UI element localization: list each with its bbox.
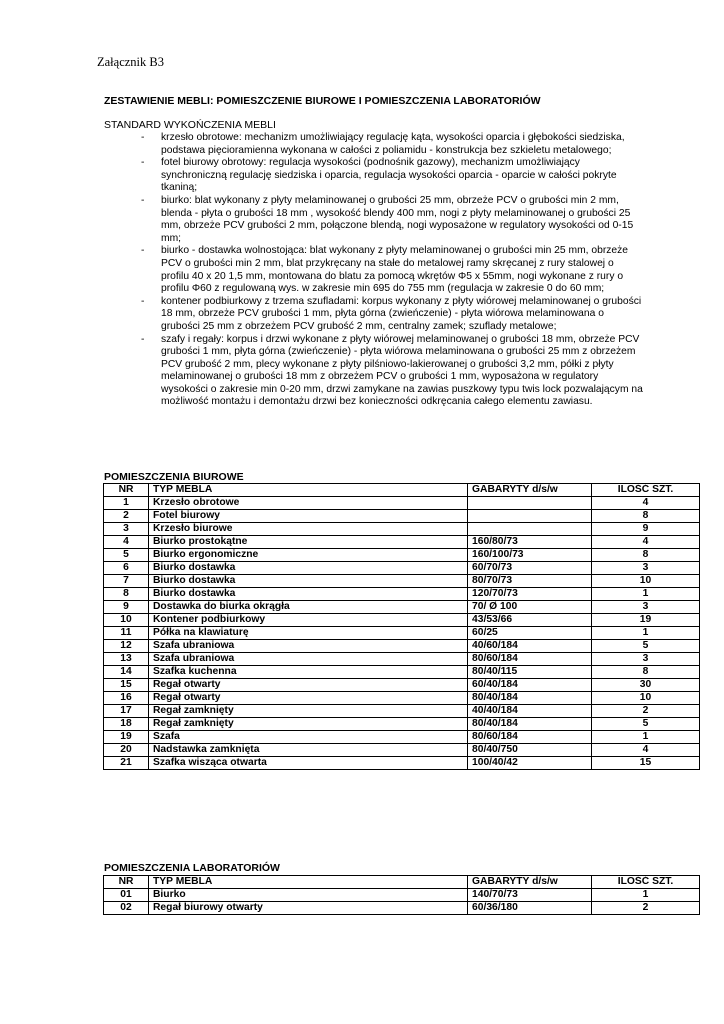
cell-type: Szafka kuchenna bbox=[149, 666, 468, 679]
table-row bbox=[104, 536, 700, 549]
offices-section-title: POMIESZCZENIA BIUROWE bbox=[104, 471, 244, 483]
cell-type: Regał zamknięty bbox=[149, 705, 468, 718]
table-row bbox=[104, 523, 700, 536]
cell-type: Nadstawka zamknięta bbox=[149, 744, 468, 757]
header-quantity: ILOŚĆ SZT. bbox=[592, 876, 700, 889]
cell-dimensions bbox=[468, 510, 592, 523]
offices-table-header-row bbox=[104, 484, 700, 497]
table-row bbox=[104, 601, 700, 614]
cell-nr: 1 bbox=[104, 497, 149, 510]
cell-nr: 9 bbox=[104, 601, 149, 614]
cell-nr: 4 bbox=[104, 536, 149, 549]
standard-heading: STANDARD WYKOŃCZENIA MEBLI bbox=[104, 119, 276, 131]
cell-dimensions: 80/40/115 bbox=[468, 666, 592, 679]
cell-type: Biurko bbox=[149, 889, 468, 902]
header-type: TYP MEBLA bbox=[149, 876, 468, 889]
standard-list bbox=[104, 132, 644, 409]
bullet-dash: - bbox=[141, 132, 145, 143]
bullet-dash: - bbox=[141, 245, 145, 257]
cell-nr: 10 bbox=[104, 614, 149, 627]
cell-nr: 01 bbox=[104, 889, 149, 902]
cell-type: Krzesło biurowe bbox=[149, 523, 468, 536]
cell-quantity: 1 bbox=[592, 627, 700, 640]
standard-item bbox=[104, 157, 644, 195]
table-row bbox=[104, 640, 700, 653]
cell-quantity: 3 bbox=[592, 653, 700, 666]
cell-dimensions: 60/36/180 bbox=[468, 902, 592, 915]
cell-nr: 6 bbox=[104, 562, 149, 575]
cell-quantity: 15 bbox=[592, 757, 700, 770]
cell-nr: 18 bbox=[104, 718, 149, 731]
labs-table-header-row bbox=[104, 876, 700, 889]
cell-type: Biurko dostawka bbox=[149, 575, 468, 588]
table-row bbox=[104, 627, 700, 640]
table-row bbox=[104, 549, 700, 562]
cell-dimensions: 100/40/42 bbox=[468, 757, 592, 770]
cell-dimensions: 160/80/73 bbox=[468, 536, 592, 549]
bullet-dash: - bbox=[141, 295, 145, 307]
table-row bbox=[104, 679, 700, 692]
cell-dimensions bbox=[468, 497, 592, 510]
cell-quantity: 4 bbox=[592, 536, 700, 549]
cell-dimensions: 43/53/66 bbox=[468, 614, 592, 627]
cell-nr: 2 bbox=[104, 510, 149, 523]
cell-quantity: 8 bbox=[592, 666, 700, 679]
cell-type: Regał biurowy otwarty bbox=[149, 902, 468, 915]
standard-item-text: szafy i regały: korpus i drzwi wykonane z płyty wiórowej melaminowanej o grubości 18 mm, obrzeże PCV grubości 1 mm, płyta górna (zwieńczenie) - płyta wiórowa melaminowana o grubości 25 mm z obrzeżem PCV grubość 2 mm, plecy wykonane z płyty pilśniowo-lakierowanej o grubości 3,2 mm, półki z płyty melaminowanej o grubości 18 mm z obrzeżem PCV o grubości 1 mm, wyposażona w regulatory wysokości o zakresie min 0-20 mm, drzwi zamykane na zawias puszkowy typu twis lock pozwalającym na możliwość montażu i demontażu drzwi bez konieczności odkręcania całego elementu zawiasu. bbox=[161, 333, 643, 408]
standard-item bbox=[104, 296, 644, 334]
standard-item bbox=[104, 132, 644, 157]
table-row bbox=[104, 757, 700, 770]
cell-type: Dostawka do biurka okrągła bbox=[149, 601, 468, 614]
standard-item bbox=[104, 245, 644, 295]
cell-type: Fotel biurowy bbox=[149, 510, 468, 523]
table-row bbox=[104, 692, 700, 705]
cell-type: Regał otwarty bbox=[149, 692, 468, 705]
labs-section-title: POMIESZCZENIA LABORATORIÓW bbox=[104, 862, 280, 874]
standard-item bbox=[104, 334, 644, 410]
header-dimensions: GABARYTY d/s/w bbox=[468, 876, 592, 889]
cell-nr: 5 bbox=[104, 549, 149, 562]
annex-label: Załącznik B3 bbox=[97, 55, 164, 69]
standard-item-text: fotel biurowy obrotowy: regulacja wysokości (podnośnik gazowy), mechanizm umożliwiający synchroniczną regulację siedziska i oparcia, regulacja wysokości oparcia - oparcie w całości pokryte tkaniną; bbox=[161, 157, 617, 194]
table-row bbox=[104, 575, 700, 588]
cell-nr: 14 bbox=[104, 666, 149, 679]
cell-quantity: 3 bbox=[592, 562, 700, 575]
table-row bbox=[104, 588, 700, 601]
header-nr: NR bbox=[104, 876, 149, 889]
cell-quantity: 10 bbox=[592, 692, 700, 705]
header-nr: NR bbox=[104, 484, 149, 497]
table-row bbox=[104, 902, 700, 915]
standard-item-text: kontener podbiurkowy z trzema szufladami: korpus wykonany z płyty wiórowej melaminowanej o grubości 18 mm, obrzeże PCV grubości 1 mm, płyta górna (zwieńczenie) - płyta wiórowa melaminowana o grubości 25 mm z obrzeżem PCV grubość 2 mm, centralny zamek; szuflady metalowe; bbox=[161, 295, 642, 332]
table-row bbox=[104, 666, 700, 679]
cell-quantity: 4 bbox=[592, 744, 700, 757]
cell-type: Szafka wisząca otwarta bbox=[149, 757, 468, 770]
cell-dimensions: 140/70/73 bbox=[468, 889, 592, 902]
cell-dimensions: 80/60/184 bbox=[468, 731, 592, 744]
table-row bbox=[104, 731, 700, 744]
standard-item-text: biurko - dostawka wolnostojąca: blat wykonany z płyty melaminowanej o grubości min 25 mm, obrzeże PCV o grubości min 2 mm, blat przykręcany na stałe do metalowej ramy skręcanej z rury stalowej o profilu 40 x 20 1,5 mm, montowana do blatu za pomocą wkrętów Φ5 x 55mm, nogi wykonane z rury o profilu Φ60 z regulowaną wys. w zakresie min 695 do 755 mm (regulacja w zakresie 0 do 60 mm; bbox=[161, 245, 629, 295]
cell-quantity: 2 bbox=[592, 705, 700, 718]
cell-nr: 21 bbox=[104, 757, 149, 770]
cell-quantity: 5 bbox=[592, 640, 700, 653]
cell-quantity: 1 bbox=[592, 731, 700, 744]
table-row bbox=[104, 497, 700, 510]
cell-quantity: 1 bbox=[592, 588, 700, 601]
cell-nr: 7 bbox=[104, 575, 149, 588]
cell-nr: 02 bbox=[104, 902, 149, 915]
cell-quantity: 8 bbox=[592, 510, 700, 523]
table-row bbox=[104, 562, 700, 575]
cell-dimensions: 80/60/184 bbox=[468, 653, 592, 666]
cell-dimensions: 60/70/73 bbox=[468, 562, 592, 575]
cell-type: Regał zamknięty bbox=[149, 718, 468, 731]
cell-nr: 17 bbox=[104, 705, 149, 718]
cell-dimensions bbox=[468, 523, 592, 536]
cell-type: Regał otwarty bbox=[149, 679, 468, 692]
table-row bbox=[104, 614, 700, 627]
cell-dimensions: 160/100/73 bbox=[468, 549, 592, 562]
cell-nr: 20 bbox=[104, 744, 149, 757]
cell-nr: 8 bbox=[104, 588, 149, 601]
document-title: ZESTAWIENIE MEBLI: POMIESZCZENIE BIUROWE I POMIESZCZENIA LABORATORIÓW bbox=[104, 95, 541, 107]
cell-quantity: 5 bbox=[592, 718, 700, 731]
bullet-dash: - bbox=[141, 333, 145, 345]
standard-item bbox=[104, 195, 644, 245]
cell-quantity: 2 bbox=[592, 902, 700, 915]
labs-table bbox=[103, 875, 700, 915]
cell-quantity: 9 bbox=[592, 523, 700, 536]
cell-type: Krzesło obrotowe bbox=[149, 497, 468, 510]
cell-quantity: 30 bbox=[592, 679, 700, 692]
cell-dimensions: 120/70/73 bbox=[468, 588, 592, 601]
cell-nr: 12 bbox=[104, 640, 149, 653]
cell-quantity: 4 bbox=[592, 497, 700, 510]
header-quantity: ILOŚĆ SZT. bbox=[592, 484, 700, 497]
cell-quantity: 19 bbox=[592, 614, 700, 627]
cell-nr: 15 bbox=[104, 679, 149, 692]
cell-dimensions: 80/70/73 bbox=[468, 575, 592, 588]
cell-quantity: 10 bbox=[592, 575, 700, 588]
header-type: TYP MEBLA bbox=[149, 484, 468, 497]
cell-dimensions: 40/60/184 bbox=[468, 640, 592, 653]
standard-item-text: krzesło obrotowe: mechanizm umożliwiający regulację kąta, wysokości oparcia i głębokości siedziska, podstawa pięcioramienna wykonana w całości z poliamidu - konstrukcja bez szkieletu metalowego; bbox=[161, 132, 625, 156]
cell-type: Szafa ubraniowa bbox=[149, 640, 468, 653]
header-dimensions: GABARYTY d/s/w bbox=[468, 484, 592, 497]
cell-type: Biurko ergonomiczne bbox=[149, 549, 468, 562]
cell-type: Biurko dostawka bbox=[149, 562, 468, 575]
cell-type: Biurko dostawka bbox=[149, 588, 468, 601]
cell-dimensions: 60/25 bbox=[468, 627, 592, 640]
cell-dimensions: 60/40/184 bbox=[468, 679, 592, 692]
table-row bbox=[104, 653, 700, 666]
table-row bbox=[104, 718, 700, 731]
cell-dimensions: 80/40/750 bbox=[468, 744, 592, 757]
bullet-dash: - bbox=[141, 194, 145, 206]
table-row bbox=[104, 510, 700, 523]
offices-table bbox=[103, 483, 700, 770]
table-row bbox=[104, 889, 700, 902]
cell-quantity: 3 bbox=[592, 601, 700, 614]
cell-dimensions: 80/40/184 bbox=[468, 718, 592, 731]
table-row bbox=[104, 705, 700, 718]
cell-type: Kontener podbiurkowy bbox=[149, 614, 468, 627]
cell-dimensions: 80/40/184 bbox=[468, 692, 592, 705]
bullet-dash: - bbox=[141, 157, 145, 169]
cell-dimensions: 70/ Ø 100 bbox=[468, 601, 592, 614]
cell-nr: 13 bbox=[104, 653, 149, 666]
cell-type: Półka na klawiaturę bbox=[149, 627, 468, 640]
cell-quantity: 1 bbox=[592, 889, 700, 902]
cell-nr: 19 bbox=[104, 731, 149, 744]
cell-nr: 3 bbox=[104, 523, 149, 536]
cell-type: Szafa bbox=[149, 731, 468, 744]
cell-type: Biurko prostokątne bbox=[149, 536, 468, 549]
cell-type: Szafa ubraniowa bbox=[149, 653, 468, 666]
cell-nr: 16 bbox=[104, 692, 149, 705]
table-row bbox=[104, 744, 700, 757]
cell-dimensions: 40/40/184 bbox=[468, 705, 592, 718]
standard-item-text: biurko: blat wykonany z płyty melaminowanej o grubości 25 mm, obrzeże PCV o grubości min 2 mm, blenda - płyta o grubości 18 mm , wysokość blendy 400 mm, nogi z płyty melaminowanej o grubości 25 mm, obrzeże PCV grubości 2 mm, połączone blendą, nogi wyposażone w regulatory wysokości od 0-15 mm; bbox=[161, 194, 634, 244]
cell-nr: 11 bbox=[104, 627, 149, 640]
cell-quantity: 8 bbox=[592, 549, 700, 562]
